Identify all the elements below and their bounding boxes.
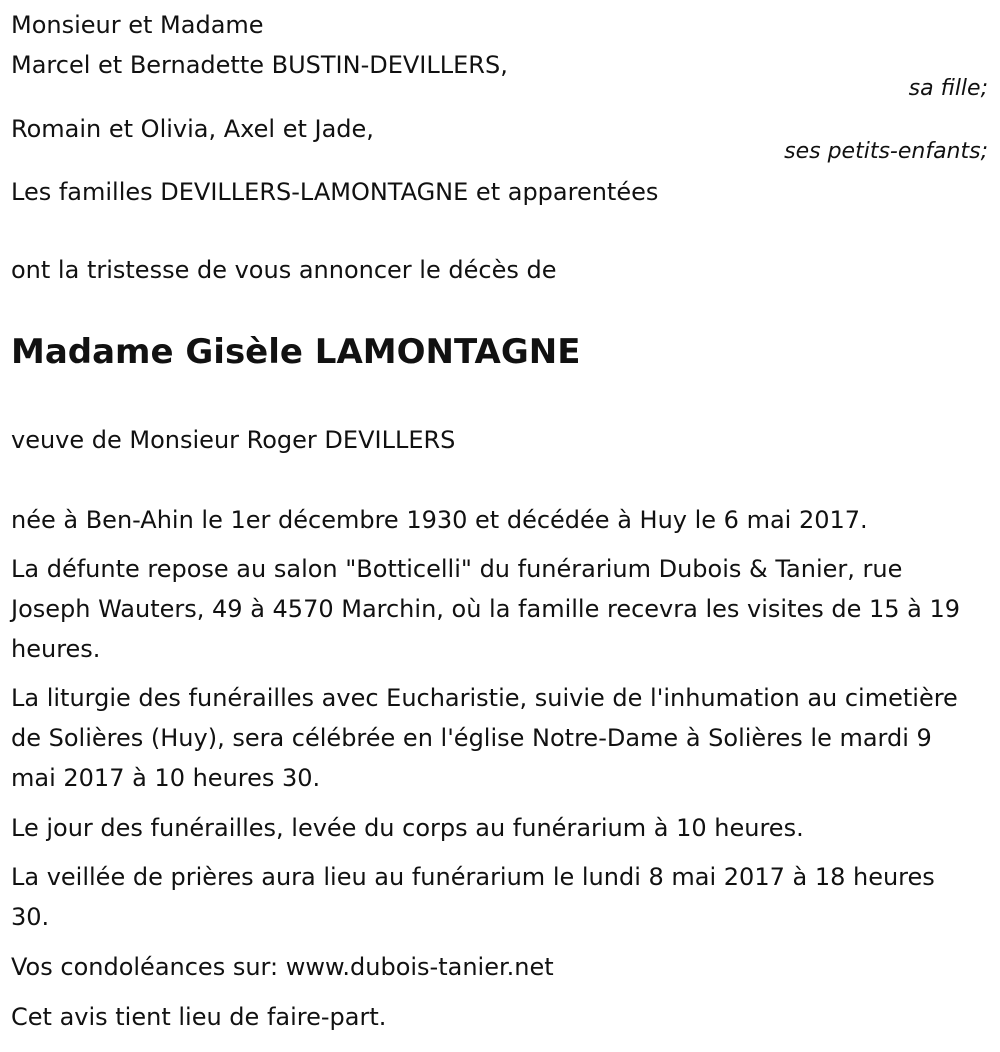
relation-daughter: sa fille; (908, 76, 988, 101)
viewing-paragraph: La défunte repose au salon "Botticelli" du funérarium Dubois & Tanier, rue Joseph Wauters, 49 à 4570 Marchin, où la famille recevra les visites de 15 à 19 heures. (11, 555, 961, 663)
family-line-4: Les familles DEVILLERS-LAMONTAGNE et apparentées (11, 178, 659, 206)
announcement-text: ont la tristesse de vous annoncer le décès de (11, 256, 557, 284)
levee-text: Le jour des funérailles, levée du corps au funérarium à 10 heures. (11, 814, 804, 842)
family-line-2: Marcel et Bernadette BUSTIN-DEVILLERS, (11, 51, 508, 79)
birth-death-text: née à Ben-Ahin le 1er décembre 1930 et décédée à Huy le 6 mai 2017. (11, 506, 868, 534)
condolences-text: Vos condoléances sur: www.dubois-tanier.net (11, 953, 554, 981)
relation-grandchildren: ses petits-enfants; (784, 139, 988, 164)
family-line-1: Monsieur et Madame (11, 11, 264, 39)
family-line-3: Romain et Olivia, Axel et Jade, (11, 115, 374, 143)
liturgy-paragraph: La liturgie des funérailles avec Eucharistie, suivie de l'inhumation au cimetière de Solières (Huy), sera célébrée en l'église Notre-Dame à Solières le mardi 9 mai 2017 à 10 heures 30. (11, 684, 958, 792)
widow-of-text: veuve de Monsieur Roger DEVILLERS (11, 426, 456, 454)
vigil-paragraph: La veillée de prières aura lieu au funérarium le lundi 8 mai 2017 à 18 heures 30. (11, 863, 935, 931)
notice-text: Cet avis tient lieu de faire-part. (11, 1003, 387, 1031)
deceased-name: Madame Gisèle LAMONTAGNE (11, 332, 581, 372)
